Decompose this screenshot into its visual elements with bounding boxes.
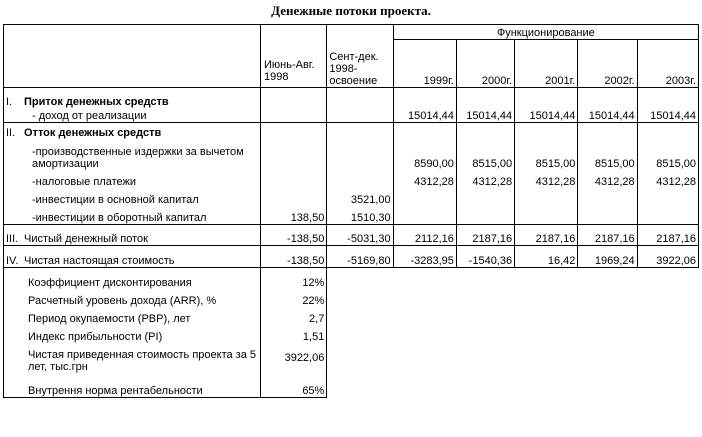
cell-working-cap-sep: 1510,30	[327, 206, 393, 224]
kpi-label: Чистая приведенная стоимость проекта за 5 лет, тыс.грн	[4, 343, 261, 373]
kpi-value: 22%	[261, 289, 327, 307]
cell-revenue-1999: 15014,44	[393, 108, 456, 122]
cell-net-flow-2000: 2187,16	[456, 224, 514, 245]
cell-taxes-2002: 4312,28	[578, 170, 637, 188]
kpi-value: 2,7	[261, 307, 327, 325]
row-prod-costs-label: -производственные издержки за вычетом амортизации	[4, 139, 261, 170]
row-inflow-label: I. Приток денежных средств	[4, 87, 261, 108]
cell-npv-sep: -5169,80	[327, 245, 393, 267]
row-npv-label: IV. Чистая настоящая стоимость	[4, 245, 261, 267]
kpi-value: 3922,06	[261, 343, 327, 373]
row-taxes-label: -налоговые платежи	[4, 170, 261, 188]
kpi-label: Период окупаемости (PBP), лет	[4, 307, 261, 325]
header-functioning: Функционирование	[393, 25, 698, 40]
header-jun-aug: Июнь-Авг. 1998	[264, 59, 315, 83]
cell-working-cap-jun: 138,50	[261, 206, 327, 224]
row-outflow-label: II. Отток денежных средств	[4, 122, 261, 139]
row-working-cap-label: -инвестиции в оборотный капитал	[4, 206, 261, 224]
kpi-label: Коэффициент дисконтирования	[4, 267, 261, 289]
cell-taxes-1999: 4312,28	[393, 170, 456, 188]
page-title: Денежные потоки проекта.	[271, 3, 431, 18]
cell-fixed-cap-sep: 3521,00	[327, 188, 393, 206]
cell-taxes-2003: 4312,28	[637, 170, 698, 188]
header-sep-dec: Сент-дек. 1998- освоение	[327, 40, 393, 87]
cell-npv-2003: 3922,06	[637, 245, 698, 267]
header-year-2001: 2001г.	[515, 40, 578, 87]
cell-net-flow-2003: 2187,16	[637, 224, 698, 245]
kpi-label: Внутрення норма рентабельности	[4, 373, 261, 397]
cell-taxes-2000: 4312,28	[456, 170, 514, 188]
cell-net-flow-sep: -5031,30	[327, 224, 393, 245]
header-year-2000: 2000г.	[456, 40, 514, 87]
cell-taxes-2001: 4312,28	[515, 170, 578, 188]
cell-net-flow-2001: 2187,16	[515, 224, 578, 245]
kpi-value: 12%	[261, 267, 327, 289]
cell-net-flow-jun: -138,50	[261, 224, 327, 245]
cell-net-flow-2002: 2187,16	[578, 224, 637, 245]
cell-npv-jun: -138,50	[261, 245, 327, 267]
header-year-2003: 2003г.	[637, 40, 698, 87]
row-fixed-cap-label: -инвестиции в основной капитал	[4, 188, 261, 206]
cash-flow-table	[3, 24, 699, 398]
cell-npv-2002: 1969,24	[578, 245, 637, 267]
cell-prod-costs-2003: 8515,00	[637, 139, 698, 170]
kpi-value: 1,51	[261, 325, 327, 343]
cell-prod-costs-2000: 8515,00	[456, 139, 514, 170]
cell-npv-2001: 16,42	[515, 245, 578, 267]
header-year-1999: 1999г.	[393, 40, 456, 87]
cell-npv-2000: -1540,36	[456, 245, 514, 267]
row-net-flow-label: III. Чистый денежный поток	[4, 224, 261, 245]
cell-revenue-2000: 15014,44	[456, 108, 514, 122]
kpi-label: Индекс прибыльности (PI)	[4, 325, 261, 343]
cell-prod-costs-1999: 8590,00	[393, 139, 456, 170]
cell-revenue-2002: 15014,44	[578, 108, 637, 122]
cell-npv-1999: -3283,95	[393, 245, 456, 267]
cell-revenue-2003: 15014,44	[637, 108, 698, 122]
header-year-2002: 2002г.	[578, 40, 637, 87]
kpi-label: Расчетный уровень дохода (ARR), %	[4, 289, 261, 307]
cell-revenue-2001: 15014,44	[515, 108, 578, 122]
cell-net-flow-1999: 2112,16	[393, 224, 456, 245]
row-revenue-label: - доход от реализации	[4, 108, 261, 122]
kpi-value: 65%	[261, 373, 327, 397]
cell-prod-costs-2001: 8515,00	[515, 139, 578, 170]
cell-prod-costs-2002: 8515,00	[578, 139, 637, 170]
